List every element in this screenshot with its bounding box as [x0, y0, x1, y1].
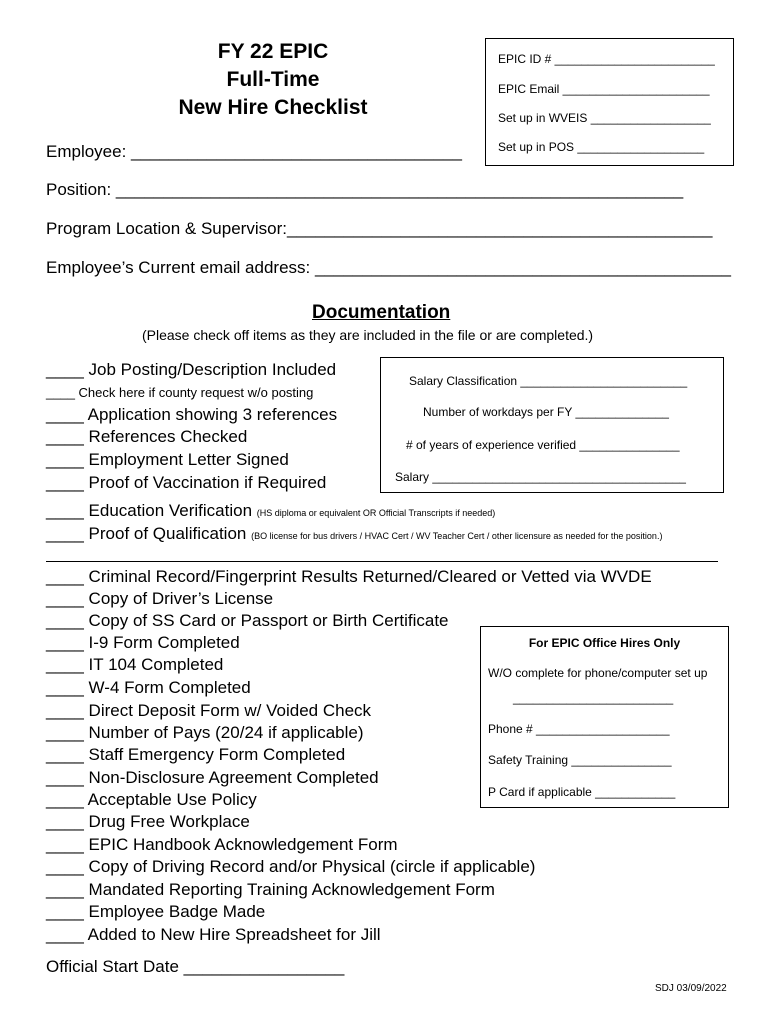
wo-complete-field[interactable]: ________________________ [513, 691, 674, 705]
workdays-field[interactable]: Number of workdays per FY ______________ [423, 405, 669, 419]
checklist-item-it104[interactable]: ____ IT 104 Completed [46, 655, 224, 674]
current-email-field[interactable]: Employee’s Current email address: ____________________________________________ [46, 258, 731, 277]
title-line-2: Full-Time [226, 68, 320, 91]
pos-setup-field[interactable]: Set up in POS ___________________ [498, 140, 705, 154]
checklist-item-driving-record[interactable]: ____ Copy of Driving Record and/or Physical (circle if applicable) [46, 857, 536, 876]
epic-id-field[interactable]: EPIC ID # ________________________ [498, 52, 715, 66]
checklist-item-non-disclosure[interactable]: ____ Non-Disclosure Agreement Completed [46, 768, 379, 787]
footer-revision: SDJ 03/09/2022 [655, 983, 727, 994]
qualification-note: (BO license for bus drivers / HVAC Cert / WV Teacher Cert / other licensure as needed for the position.) [251, 531, 663, 541]
education-note: (HS diploma or equivalent OR Official Transcripts if needed) [256, 508, 496, 518]
checklist-item-direct-deposit[interactable]: ____ Direct Deposit Form w/ Voided Check [46, 701, 372, 720]
checklist-item-handbook[interactable]: ____ EPIC Handbook Acknowledgement Form [46, 835, 398, 854]
epic-setup-box [485, 38, 734, 166]
documentation-heading: Documentation [312, 302, 451, 323]
employee-field[interactable]: Employee: ___________________________________ [46, 142, 462, 161]
checklist-item-employment-letter[interactable]: ____ Employment Letter Signed [46, 450, 289, 469]
position-field[interactable]: Position: ____________________________________________________________ [46, 180, 684, 199]
checklist-item-application[interactable]: ____ Application showing 3 references [46, 405, 338, 424]
checklist-item-qualification[interactable] [46, 524, 662, 544]
qualification-continuation-line [46, 561, 718, 562]
checklist-item-badge[interactable]: ____ Employee Badge Made [46, 902, 266, 921]
checklist-item-drug-free[interactable]: ____ Drug Free Workplace [46, 812, 250, 831]
checklist-item-acceptable-use[interactable]: ____ Acceptable Use Policy [46, 790, 257, 809]
title-line-1: FY 22 EPIC [217, 40, 329, 63]
checklist-item-education[interactable] [46, 501, 495, 521]
checklist-item-ss-card[interactable]: ____ Copy of SS Card or Passport or Birth Certificate [46, 611, 449, 630]
salary-field[interactable]: Salary ______________________________________ [395, 470, 686, 484]
program-supervisor-field[interactable]: Program Location & Supervisor:_____________________________________________ [46, 219, 713, 238]
salary-box [380, 357, 724, 493]
experience-field[interactable]: # of years of experience verified _______________ [406, 438, 680, 452]
documentation-instructions: (Please check off items as they are included in the file or are completed.) [142, 327, 594, 343]
epic-office-box [480, 626, 729, 808]
checklist-item-references[interactable]: ____ References Checked [46, 427, 248, 446]
checklist-item-vaccination[interactable]: ____ Proof of Vaccination if Required [46, 473, 327, 492]
checklist-item-emergency-form[interactable]: ____ Staff Emergency Form Completed [46, 745, 346, 764]
checklist-item-spreadsheet[interactable]: ____ Added to New Hire Spreadsheet for Jill [46, 925, 381, 944]
checklist-item-w4[interactable]: ____ W-4 Form Completed [46, 678, 251, 697]
phone-field[interactable]: Phone # ____________________ [488, 722, 670, 736]
education-label: ____ Education Verification [46, 501, 253, 520]
epic-email-field[interactable]: EPIC Email ______________________ [498, 82, 710, 96]
pcard-field[interactable]: P Card if applicable ____________ [488, 785, 676, 799]
checklist-item-mandated-reporting[interactable]: ____ Mandated Reporting Training Acknowledgement Form [46, 880, 495, 899]
title-line-3: New Hire Checklist [178, 96, 368, 119]
office-box-title: For EPIC Office Hires Only [528, 636, 681, 650]
safety-training-field[interactable]: Safety Training _______________ [488, 753, 672, 767]
wveis-setup-field[interactable]: Set up in WVEIS __________________ [498, 111, 711, 125]
wo-complete-label: W/O complete for phone/computer set up [488, 666, 708, 680]
qualification-label: ____ Proof of Qualification [46, 524, 247, 543]
checklist-item-number-of-pays[interactable]: ____ Number of Pays (20/24 if applicable) [46, 723, 364, 742]
checklist-item-job-posting[interactable]: ____ Job Posting/Description Included [46, 360, 337, 379]
checklist-item-criminal-record[interactable]: ____ Criminal Record/Fingerprint Results Returned/Cleared or Vetted via WVDE [46, 567, 652, 586]
checklist-item-drivers-license[interactable]: ____ Copy of Driver’s License [46, 589, 274, 608]
checklist-item-county-request[interactable]: ____ Check here if county request w/o posting [46, 385, 314, 400]
salary-classification-field[interactable]: Salary Classification _________________________ [409, 374, 688, 388]
official-start-date-field[interactable]: Official Start Date _________________ [46, 957, 345, 976]
checklist-item-i9[interactable]: ____ I-9 Form Completed [46, 633, 240, 652]
